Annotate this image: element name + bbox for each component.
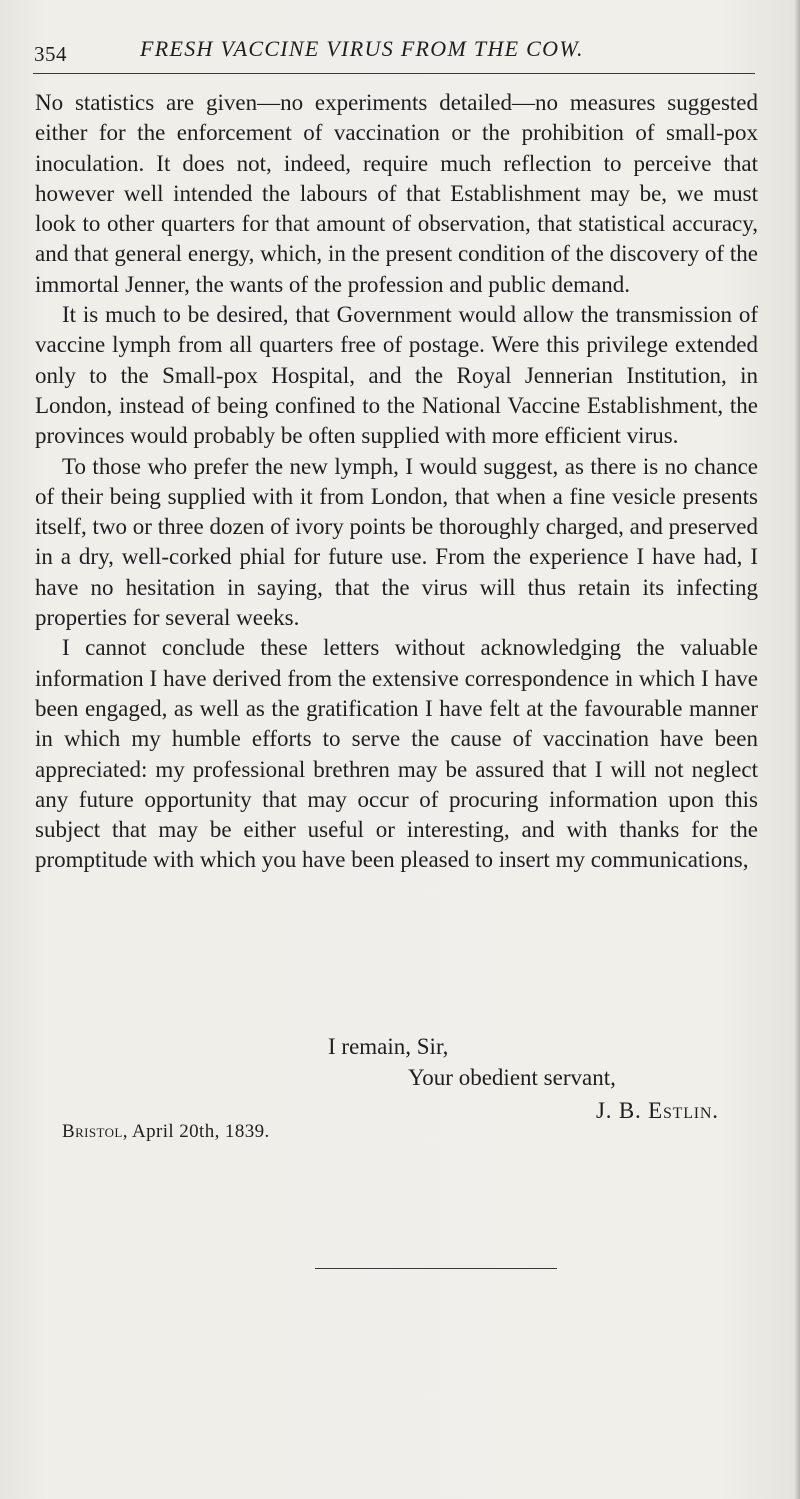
dateline-date: April 20th, 1839. [132,1121,270,1142]
signature: J. B. Estlin. [596,1098,719,1123]
header-rule [33,73,755,74]
page-edge-shadow [794,0,800,1499]
page-number: 354 [34,42,67,66]
page-header [34,34,754,68]
paragraph: No statistics are given—no experiments detailed—no measures suggested either for the enforcement of vaccination or the prohibition of small-pox inoculation. It does not, indeed, require much reflection to perceive that however well intended the labours of that Establishment may be, we must look to other quarters for that amount of observation, that statistical accuracy, and that general energy, which, in the present condition of the discovery of the immortal Jenner, the wants of the profession and public demand. [35,90,758,297]
running-title: FRESH VACCINE VIRUS FROM THE COW. [140,36,584,61]
body-text [35,88,758,876]
paragraph: I cannot conclude these letters without acknowledging the valuable information I have derived from the extensive correspondence in which I have been engaged, as well as the gratification I have felt at the favourable manner in which my humble efforts to serve the cause of vaccination have been appreciated: my professional brethren may be assured that I will not neglect any future opportunity that may occur of procuring information upon this subject that may be either useful or interesting, and with thanks for the promptitude with which you have been pleased to insert my communications, [35,635,758,873]
dateline-place: Bristol, [62,1121,128,1142]
dateline [62,1121,270,1143]
end-rule [315,1268,557,1269]
closing-remain: I remain, Sir, [328,1034,449,1059]
paragraph: It is much to be desired, that Government would allow the transmission of vaccine lymph from all quarters free of postage. Were this privilege extended only to the Small-pox Hospital, and the Royal Jennerian Institution, in London, instead of being confined to the National Vaccine Establishment, the provinces would probably be often supplied with more efficient virus. [35,302,758,449]
closing-servant: Your obedient servant, [408,1065,616,1090]
paragraph: To those who prefer the new lymph, I would suggest, as there is no chance of their being supplied with it from London, that when a fine vesicle presents itself, two or three dozen of ivory points be thoroughly charged, and preserved in a dry, well-corked phial for future use. From the experience I have had, I have no hesitation in saying, that the virus will thus retain its infecting properties for several weeks. [35,453,758,631]
